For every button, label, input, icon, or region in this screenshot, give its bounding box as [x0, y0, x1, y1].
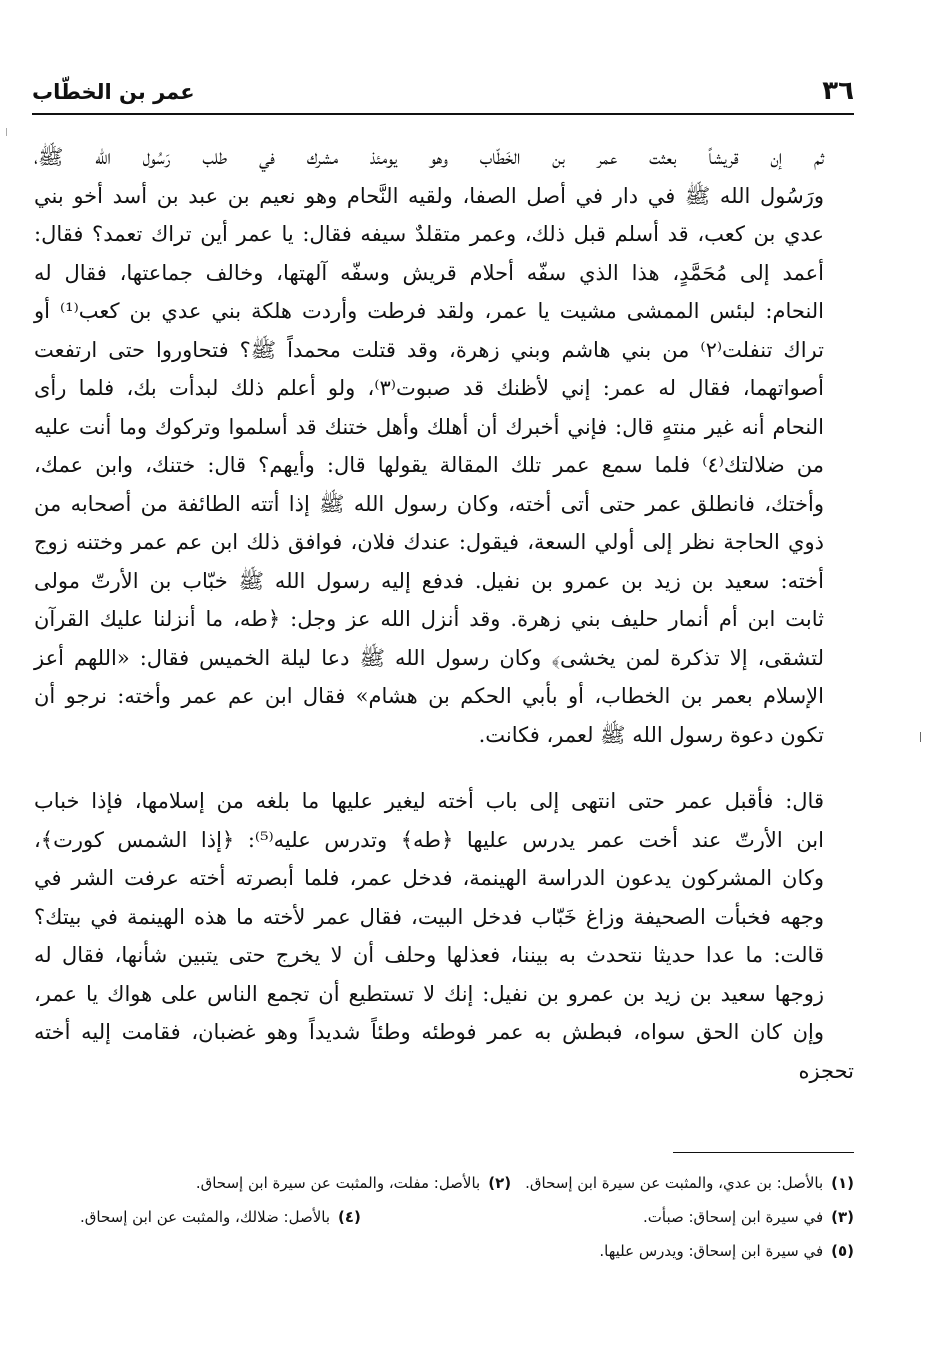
page-number: ٣٦: [822, 76, 854, 106]
text-line: النحام: لبئس الممشى مشيت يا عمر، ولقد فرطت وأردت هلكة بني عدي بن كعب⁽¹⁾ أو: [34, 299, 825, 323]
footnote-row: [80, 1200, 854, 1234]
footnote: [80, 1200, 361, 1234]
text-line: وأختك، فانطلق عمر حتى أتى أخته، وكان رسول الله ﷺ إذا أتته الطائفة من أصحابه من: [34, 491, 824, 516]
text-line: من ضلالتك⁽٤⁾ فلما سمع عمر تلك المقالة يقولها قال: وأيهم؟ قال: ختنك، وابن عمك،: [34, 453, 824, 477]
text-line: قالت: ما عدا حديثا نتحدث به بيننا، فعذلها وحلف أن لا يخرج حتى يتبين شأنها، فقال له: [34, 943, 824, 967]
footnote-number: (٣): [831, 1208, 854, 1226]
text-line: وكان المشركون يدعون الدراسة الهينمة، فدخل عمر، فلما أبصرته أخته عرفت الشر في: [34, 866, 824, 890]
footnote: [599, 1234, 854, 1268]
footnote-text: بالأصل: بن عدي، والمثبت عن سيرة ابن إسحاق.: [525, 1174, 824, 1192]
text-line: ثابت ابن أم أنمار حليف بني زهرة. وقد أنزل الله عز وجل: ﴿طه، ما أنزلنا عليك القرآن: [34, 607, 824, 631]
footnote-number: (٥): [831, 1242, 854, 1260]
paragraph: [34, 782, 854, 1090]
text-line: ذوي الحاجة نظر إلى أولي السعة، فيقول: عندك فلان، فوافق ذلك ابن عم عمر وختنه زوج: [34, 530, 824, 554]
footnote-number: (٤): [338, 1208, 361, 1226]
scan-artifact: [920, 732, 923, 742]
text-line: أعمد إلى مُحَمَّدٍ، هذا الذي سفّه أحلام قريش وسفّه آلهتها، وخالف جماعتها، فقال له: [34, 260, 824, 285]
footnote: [196, 1166, 511, 1200]
page-header: [32, 72, 854, 112]
running-title: عمر بن الخطّاب: [32, 80, 195, 104]
footnote: [643, 1200, 854, 1234]
text-line: أصواتهما، فقال له عمر: إني لأظنك قد صبوت⁽٣⁾، ولو أعلم ذلك لبدأت بك، فلما رأى: [34, 376, 824, 400]
footnote-text: بالأصل: مفلت، والمثبت عن سيرة ابن إسحاق.: [195, 1174, 481, 1192]
text-line: وإن كان الحق سواه، فبطش به عمر فوطئه وطئاً شديداً وهو غضبان، فقامت إليه أخته تحجزه: [34, 1020, 854, 1083]
footnotes: [80, 1166, 854, 1268]
text-line: ورَسُول الله ﷺ في دار في أصل الصفا، ولقيه النَّحام وهو نعيم بن عبد بن أسد أخو بني: [34, 183, 824, 208]
text-line: أخته: سعيد بن زيد بن عمرو بن نفيل. فدفع إليه رسول الله ﷺ خبّاب بن الأرتّ مولى: [34, 568, 824, 593]
footnote-row: [80, 1234, 854, 1268]
footnote-text: في سيرة ابن إسحاق: صبأت.: [642, 1208, 824, 1226]
text-line: وجهه فخبأت الصحيفة وزاغ خَبّاب فدخل البيت، فقال عمر لأخته ما هذه الهينمة في بيتك؟: [34, 904, 824, 929]
text-line: ابن الأرتّ عند أخت عمر يدرس عليها ﴿طه﴾ وتدرس عليه⁽⁵⁾: ﴿إذا الشمس كورت﴾،: [34, 827, 824, 852]
footnote-rule: [673, 1152, 854, 1153]
footnote-row: [80, 1166, 854, 1200]
text-line: النحام أنه غير منتهٍ قال: فإني أخبرك أن أهلك وأهل ختنك قد أسلموا وتركوك وما أنت عليه: [34, 414, 824, 439]
text-line: قال: فأقبل عمر حتى انتهى إلى باب أخته ليغير عليها ما بلغه من إسلامها، فإذا خباب: [34, 789, 824, 813]
text-line: تراك تنفلت⁽٢⁾ من بني هاشم وبني زهرة، وقد قتلت محمداً ﷺ؟ فتحاوروا حتى ارتفعت: [34, 337, 824, 362]
text-line: عدي بن كعب، قد أسلم قبل ذلك، وعمر متقلدٌ سيفه فقال: يا عمر أين تراك تعمد؟ فقال:: [34, 222, 824, 246]
footnote-number: (٢): [488, 1174, 512, 1192]
text-line: زوجها سعيد بن زيد بن عمرو بن نفيل: إنك لا تستطيع أن تجمع الناس على هواك يا عمر،: [34, 981, 824, 1006]
footnote-text: بالأصل: ضلالك، والمثبت عن ابن إسحاق.: [80, 1208, 330, 1226]
header-rule: [32, 113, 854, 115]
text-line: ثم إن قريشاً بعثت عمر بن الخَطّاب وهو يومئذ مشرك في طلب رَسُول الله ﷺ،: [34, 145, 824, 169]
text-line: تكون دعوة رسول الله ﷺ لعمر، فكانت.: [478, 722, 824, 747]
text-line: الإسلام بعمر بن الخطاب، أو بأبي الحكم بن هشام» فقال ابن عم عمر وأخته: نرجو أن: [34, 684, 824, 708]
text-line: لتشقى، إلا تذكرة لمن يخشى﴾ وكان رسول الله ﷺ دعا ليلة الخميس فقال: «اللهم أعز: [34, 645, 824, 670]
footnote-number: (١): [831, 1174, 854, 1192]
footnote: [525, 1166, 854, 1200]
paragraph: [34, 138, 854, 754]
footnote-text: في سيرة ابن إسحاق: ويدرس عليها.: [599, 1242, 824, 1260]
body-text: [34, 138, 854, 1090]
scan-artifact: [6, 128, 10, 136]
